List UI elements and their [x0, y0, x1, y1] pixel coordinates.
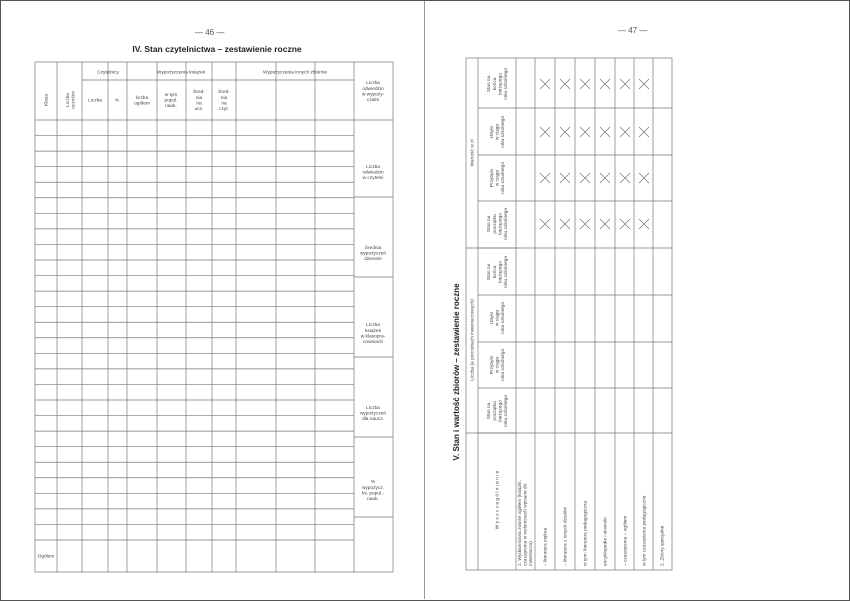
col-srednia-czyt: Śred-nia na czyt. — [218, 90, 230, 112]
page-number-47: — 47 — — [618, 26, 648, 35]
side-odwiedzin-czytelni: Liczba odwiedzin w czytelni — [362, 165, 384, 182]
col-stan-poczatek-liczba: Stan napoczątkubieżącegoroku szkolnego — [487, 394, 509, 428]
side-procent-popul: % wypożycz. ks. popul.-nauk. — [361, 480, 385, 502]
col-stan-koniec-wartosc: Stan nakońcubieżącegoroku szkolnego — [487, 67, 509, 101]
page-title-47: V. Stan i wartość zbiorów – zestawienie roczne — [452, 283, 461, 461]
col-przybylo-liczba: Przybyłow ciąguroku szkolnego — [490, 348, 507, 382]
col-ubylo-liczba: Ubyłow ciąguroku szkolnego — [490, 301, 507, 335]
col-liczba-ogolem: liczba ogółem — [134, 95, 150, 107]
side-ksiazek-klasopracowniach: Liczba książek w klasopra-cowniach — [360, 323, 386, 345]
table-outer-border — [35, 62, 393, 572]
row-ogolem: Ogółem — [37, 554, 55, 560]
group-wartosc: Wartość w zł — [470, 139, 476, 167]
page-title-46: IV. Stan czytelnictwa – zestawienie roczne — [132, 44, 302, 54]
col-liczba-uczniow: Liczbauczniów — [65, 91, 77, 109]
col-liczba: Liczba — [88, 98, 102, 104]
row-literatura-pedagogiczna: w tym: literatura pedagogiczna — [583, 500, 589, 566]
side-wypozyczen-nauczycieli: Liczba wypożyczeń dla naucz. — [359, 406, 387, 423]
col-wyszczegolnienie: W y s z c z e g ó l n i e n i e — [495, 470, 501, 530]
group-liczba-jednostek: Liczba (a potrzebach inwentarzowych) — [470, 299, 476, 381]
col-klasa: Klasa — [44, 94, 50, 106]
page-number-46: — 46 — — [195, 28, 225, 37]
row-wydawnictwa-zwarte: 1. Wydawnictwa zwarte ogółem (książki,czasopisma w woluminach wpisane doinwentarza) — [518, 480, 535, 566]
row-zbiory-specjalne: 2. Zbiory specjalne — [660, 525, 666, 566]
side-srednia-dziennie: Średnia wypożyczeń dziennie — [359, 246, 387, 263]
collection-value-table — [425, 0, 850, 601]
col-srednia-ucz: Śred-nia na ucz. — [193, 90, 205, 112]
col-w-tym-popul: w tym popul. nauk. — [164, 93, 178, 110]
group-czytelnicy: Czytelnicy — [97, 70, 119, 76]
row-literatura-inne: – literatura z innych działów — [563, 507, 569, 566]
side-odwiedzin-wypozyczalni: Liczba odwiedzin w wypoży-czalni — [361, 81, 385, 103]
row-encyklopedie: encyklopedie i słowniki — [603, 517, 609, 566]
col-procent: % — [114, 98, 120, 104]
group-wypozyczenia-ksiazek: Wypożyczenia książek — [156, 70, 206, 76]
row-czasopisma: – czasopisma – ogółem — [623, 515, 629, 566]
col-przybylo-wartosc: Przybyłow ciąguroku szkolnego — [490, 161, 507, 195]
group-innych-zbiorow: Wypożyczenia innych zbiorów — [263, 70, 327, 76]
row-czasopisma-pedagogiczne: w tym czasopisma pedagogiczne — [642, 495, 648, 566]
col-stan-poczatek-wartosc: Stan napoczątkubieżącegoroku szkolnego — [487, 207, 509, 241]
col-ubylo-wartosc: Ubyłow ciąguroku szkolnego — [490, 115, 507, 149]
col-stan-koniec-liczba: Stan nakońcubieżącegoroku szkolnego — [487, 255, 509, 289]
row-literatura-piekna: – literatura piękna — [543, 527, 549, 566]
